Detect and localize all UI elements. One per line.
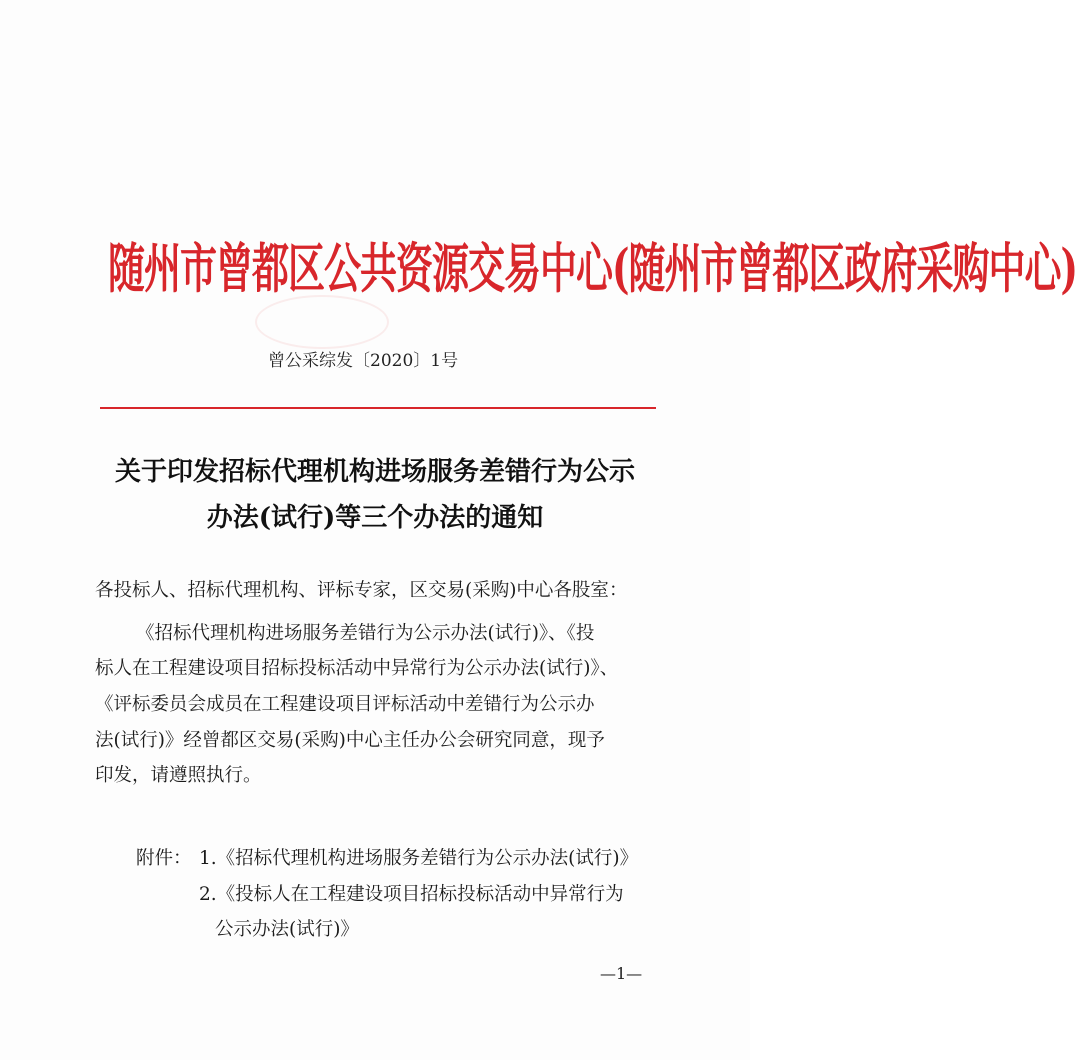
paragraph-line: 《招标代理机构进场服务差错行为公示办法(试行)》、《投 [136,623,595,644]
paragraph-line: 法(试行)》经曾都区交易(采购)中心主任办公会研究同意，现予 [95,730,605,751]
paragraph-line: 印发，请遵照执行。 [95,765,262,786]
document-title-line-1: 关于印发招标代理机构进场服务差错行为公示 [114,457,635,487]
salutation: 各投标人、招标代理机构、评标专家，区交易(采购)中心各股室： [95,580,628,601]
red-divider-line [100,407,656,409]
attachment-item-2-line-2: 公示办法(试行)》 [215,919,359,940]
document-title-line-2: 办法(试行)等三个办法的通知 [206,503,544,533]
issuing-organization-header: 随州市曾都区公共资源交易中心(随州市曾都区政府采购中心) [108,236,1077,300]
page-number: —1— [600,964,643,983]
attachments-label: 附件： [136,848,192,869]
paragraph-line: 《评标委员会成员在工程建设项目评标活动中差错行为公示办 [95,694,595,715]
document-number: 曾公采综发〔2020〕1号 [268,351,459,371]
attachment-item-1: 1.《招标代理机构进场服务差错行为公示办法(试行)》 [199,848,639,869]
faint-seal-mark [255,295,389,349]
attachment-item-2-line-1: 2.《投标人在工程建设项目招标投标活动中异常行为 [199,884,624,905]
paragraph-line: 标人在工程建设项目招标投标活动中异常行为公示办法(试行)》、 [95,658,619,679]
